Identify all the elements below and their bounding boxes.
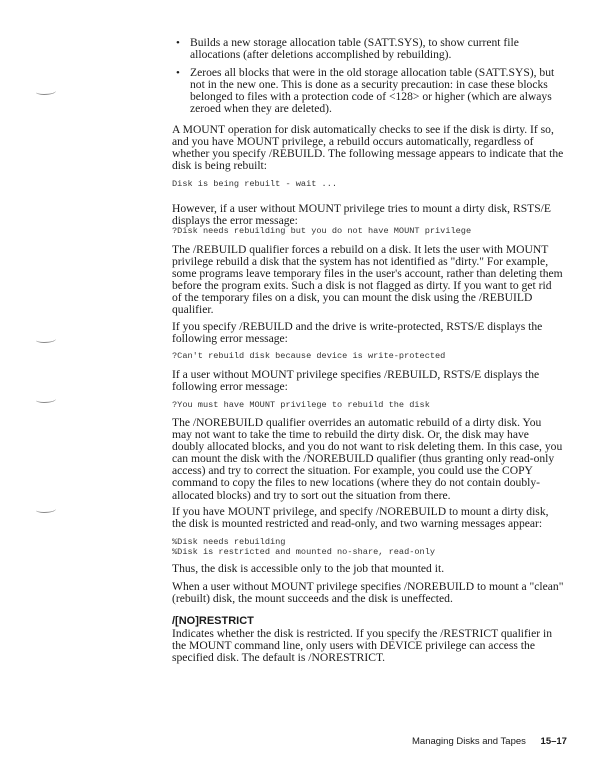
code-message: ?Can't rebuild disk because device is write-protected <box>172 351 446 361</box>
paragraph: Thus, the disk is accessible only to the job that mounted it. <box>172 562 445 575</box>
paragraph: Indicates whether the disk is restricted. If you specify the /RESTRICT qualifier in the MOUNT command line, only users with DEVICE privilege can access the specified disk. The default is /NORESTRICT. <box>172 627 553 665</box>
scan-mark <box>36 396 56 403</box>
bullet-icon: • <box>176 37 180 49</box>
section-heading: /[NO]RESTRICT <box>172 615 254 627</box>
code-message: %Disk needs rebuilding %Disk is restricted and mounted no-share, read-only <box>172 537 436 557</box>
bullet-item: Zeroes all blocks that were in the old storage allocation table (SATT.SYS), but not in the new one. This is done as a security precaution: in case these blocks belonged to files with a protection code of <128> or higher (which are always zeroed when they are deleted). <box>190 66 555 116</box>
paragraph: If you specify /REBUILD and the drive is write-protected, RSTS/E displays the following error message: <box>172 320 543 346</box>
page-footer <box>412 736 567 747</box>
scan-mark <box>36 336 56 343</box>
paragraph: When a user without MOUNT privilege specifies /NOREBUILD to mount a "clean" (rebuilt) disk, the mount succeeds and the disk is uneffected. <box>172 580 564 606</box>
code-message: ?You must have MOUNT privilege to rebuild the disk <box>172 400 430 410</box>
paragraph: The /NOREBUILD qualifier overrides an automatic rebuild of a dirty disk. You may not want to take the time to rebuild the dirty disk. Or, the disk may have doubly allocated blocks, and you do not want to risk deleting them. In this case, you can mount the disk with the /NOREBUILD qualifier (thus granting only read-only access) and try to correct the situation. For example, you could use the COPY command to copy the files to new locations (where they do not contain doubly-allocated blocks) and try to sort out the situation from there. <box>172 416 563 502</box>
bullet-item: Builds a new storage allocation table (SATT.SYS), to show current file allocations (after deletions accomplished by rebuilding). <box>190 36 519 62</box>
scan-mark <box>36 506 56 513</box>
paragraph: If you have MOUNT privilege, and specify /NOREBUILD to mount a dirty disk, the disk is mounted restricted and read-only, and two warning messages appear: <box>172 505 549 531</box>
code-message: ?Disk needs rebuilding but you do not have MOUNT privilege <box>172 226 472 236</box>
bullet-icon: • <box>176 67 180 79</box>
paragraph: A MOUNT operation for disk automatically checks to see if the disk is dirty. If so, and you have MOUNT privilege, a rebuild occurs automatically, regardless of whether you specify /REBUILD. The following message appears to indicate that the disk is being rebuilt: <box>172 123 564 173</box>
footer-title: Managing Disks and Tapes <box>412 736 526 747</box>
page-number: 15–17 <box>540 736 567 747</box>
code-message: Disk is being rebuilt - wait ... <box>172 179 338 189</box>
paragraph: The /REBUILD qualifier forces a rebuild on a disk. It lets the user with MOUNT privilege rebuild a disk that the system has not identified as "dirty." For example, some programs leave temporary files in the user's account, rather than deleting them before the program exits. Such a disk is not flagged as dirty. If you want to get rid of the temporary files on a disk, you can mount the disk using the /REBUILD qualifier. <box>172 243 563 317</box>
scan-mark <box>36 88 56 95</box>
paragraph: However, if a user without MOUNT privilege tries to mount a dirty disk, RSTS/E displays the error message: <box>172 202 551 228</box>
paragraph: If a user without MOUNT privilege specifies /REBUILD, RSTS/E displays the following error message: <box>172 368 540 394</box>
